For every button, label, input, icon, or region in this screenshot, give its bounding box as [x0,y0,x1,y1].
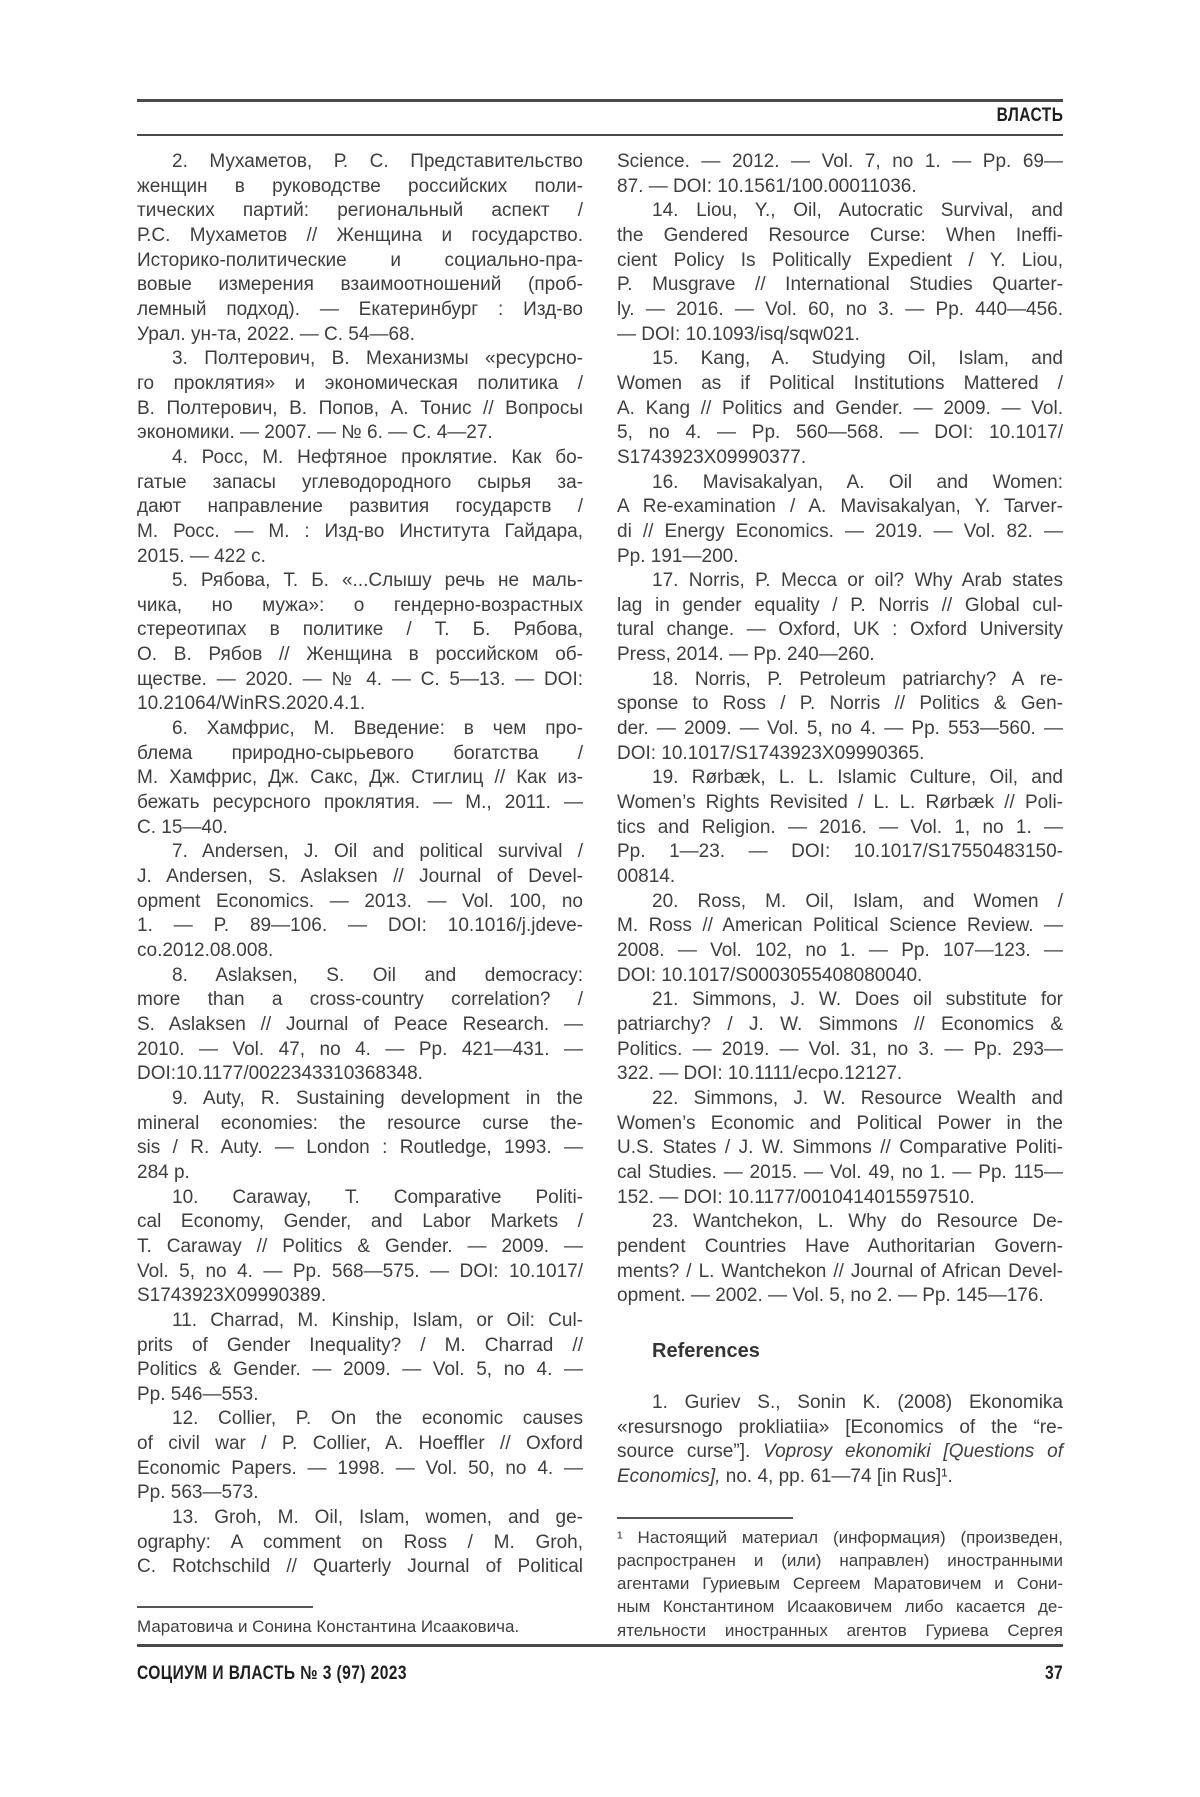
reference-item [137,1309,583,1408]
reference-item [137,964,583,1087]
italic-text: Economics], [617,1465,721,1487]
text-line: дают направление развития государств / [137,496,583,518]
reference-item [137,1186,583,1309]
text-line: prits of Gender Inequality? / M. Charrad // [137,1334,583,1356]
text-line: 15. Kang, A. Studying Oil, Islam, and [652,348,1063,370]
reference-item [617,569,1063,668]
reference-item [617,1087,1063,1210]
text-line: Pp. 563—573. [137,1482,259,1504]
text-line: di // Energy Economics. — 2019. — Vol. 82. — [617,520,1063,542]
text-line: ments? / L. Wantchekon // Journal of African Devel- [617,1260,1063,1282]
footnote [137,1606,583,1638]
text-line: T. Caraway // Politics & Gender. — 2009. — [137,1235,583,1257]
text-line: Pp. 546—553. [137,1383,259,1405]
text-line [617,1465,1063,1490]
text-line: ography: A comment on Ross / M. Groh, [137,1531,583,1553]
footer-rule [137,1644,1063,1647]
text-line: S1743923X09990389. [137,1285,327,1307]
footnote [617,1517,1063,1642]
reference-item [617,890,1063,989]
journal-title: СОЦИУМ И ВЛАСТЬ № 3 (97) 2023 [137,1663,407,1684]
text-line: 9. Auty, R. Sustaining development in the [172,1087,583,1109]
italic-text: Voprosy ekonomiki [Questions of [763,1441,1063,1463]
text-line: 3. Полтерович, В. Механизмы «ресурсно- [172,348,583,370]
text-line: 23. Wantchekon, L. Why do Resource De- [652,1211,1063,1233]
text-line: В. Полтерович, В. Попов, А. Тонис // Вопросы [137,397,583,419]
text-line: М. Росс. — М. : Изд-во Института Гайдара, [137,520,583,542]
text-line: patriarchy? / J. W. Simmons // Economics & [617,1013,1063,1035]
footnote-separator [137,1606,313,1608]
text-line: S. Aslaksen // Journal of Peace Research. — [137,1013,583,1035]
text-line: стереотипах в политике / Т. Б. Рябова, [137,619,583,641]
running-head: ВЛАСТЬ [996,105,1063,126]
text-line: 2008. — Vol. 102, no 1. — Pp. 107—123. — [617,940,1063,961]
text-segment: source curse”]. [617,1441,764,1463]
text-line: 00814. [617,866,676,888]
reference-item [617,1391,1063,1490]
text-line: 2015. — 422 с. [137,545,266,567]
text-line: A Re-examination / A. Mavisakalyan, Y. Tarver- [617,496,1063,518]
reference-item [137,446,583,569]
text-line: лемный подход). — Екатеринбург : Изд-во [137,298,583,320]
text-line: P. Musgrave // International Studies Quarter- [617,274,1063,296]
text-line: М. Хамфрис, Дж. Сакс, Дж. Стиглиц // Как из- [137,767,583,789]
text-line: ным Константином Исааковичем либо касается де- [617,1597,1063,1617]
reference-item [617,150,1063,199]
text-line: «resursnogo prokliatiia» [Economics of the “re- [617,1416,1063,1438]
text-line: 5, no 4. — Pp. 560—568. — DOI: 10.1017/ [617,422,1063,444]
text-line: экономики. — 2007. — № 6. — С. 4—27. [137,422,493,444]
left-column [137,150,583,1647]
text-line: 6. Хамфрис, М. Введение: в чем про- [172,718,583,740]
text-line: 7. Andersen, J. Oil and political survival / [172,841,583,863]
text-line: 10.21064/WinRS.2020.4.1. [137,693,366,715]
text-line: 18. Norris, P. Petroleum patriarchy? A re- [652,668,1063,690]
text-line: женщин в руководстве российских поли- [137,175,583,197]
text-line: the Gendered Resource Curse: When Ineffi- [617,224,1063,246]
text-line: блема природно-сырьевого богатства / [137,742,583,764]
text-line: ществе. — 2020. — № 4. — С. 5—13. — DOI: [137,668,583,690]
text-line: tural change. — Oxford, UK : Oxford University [617,619,1063,641]
text-line: Pp. 1—23. — DOI: 10.1017/S17550483150- [617,841,1063,863]
page-footer [137,1663,1063,1685]
text-line: го проклятия» и экономическая политика / [137,372,583,394]
text-line: Women as if Political Institutions Mattered / [617,372,1063,394]
text-line: pendent Countries Have Authoritarian Govern- [617,1235,1063,1257]
text-line: tics and Religion. — 2016. — Vol. 1, no 1. — [617,816,1063,838]
text-line: C. Rotchschild // Quarterly Journal of Political [137,1556,583,1578]
text-line: Politics & Gender. — 2009. — Vol. 5, no 4. — [137,1359,583,1381]
text-line: 152. — DOI: 10.1177/0010414015597510. [617,1186,975,1208]
text-line: чика, но мужа»: о гендерно-возрастных [137,594,583,616]
text-line: гатые запасы углеводородного сырья за- [137,471,583,493]
text-line: 22. Simmons, J. W. Resource Wealth and [652,1087,1063,1109]
text-line: 12. Collier, P. On the economic causes [172,1408,583,1430]
text-line: DOI:10.1177/0022343310368348. [137,1063,423,1085]
text-line: Pp. 191—200. [617,545,739,567]
text-line: ятельности иностранных агентов Гуриева Сергея [617,1620,1063,1640]
text-line: 2. Мухаметов, Р. С. Представительство [172,151,583,172]
text-line: распространен и (или) направлен) иностранными [617,1550,1063,1570]
text-line: Урал. ун-та, 2022. — С. 54—68. [137,323,415,345]
text-line: 284 p. [137,1161,190,1183]
text-line: 8. Aslaksen, S. Oil and democracy: [172,964,583,986]
text-line: 11. Charrad, M. Kinship, Islam, or Oil: Cul- [172,1309,583,1331]
text-line: 1. — P. 89—106. — DOI: 10.1016/j.jdeve- [137,915,583,937]
text-line: С. 15—40. [137,816,228,838]
text-line [617,1440,1063,1465]
text-line: co.2012.08.008. [137,940,274,961]
reference-item [137,840,583,963]
reference-item [617,668,1063,767]
text-line: 322. — DOI: 10.1111/ecpo.12127. [617,1063,903,1085]
text-line: — DOI: 10.1093/isq/sqw021. [617,323,860,345]
footnote-separator [617,1517,793,1519]
text-line: sponse to Ross / P. Norris // Politics & Gen- [617,693,1063,715]
text-line: 10. Caraway, T. Comparative Politi- [172,1186,583,1208]
text-line: 4. Росс, М. Нефтяное проклятие. Как бо- [172,446,583,468]
text-line: вовые измерения взаимоотношений (проб- [137,274,583,296]
text-line: M. Ross // American Political Science Review. — [617,915,1063,937]
right-column [617,150,1063,1647]
reference-item [137,347,583,446]
text-line: Историко-политические и социально-пра- [137,249,583,271]
text-line: Politics. — 2019. — Vol. 31, no 3. — Pp. 293— [617,1038,1063,1060]
text-line: 87. — DOI: 10.1561/100.00011036. [617,175,917,197]
reference-item [617,988,1063,1087]
reference-item [137,1087,583,1186]
text-line: cient Policy Is Politically Expedient / Y. Liou, [617,249,1063,271]
text-line: U.S. States / J. W. Simmons // Comparative Politi- [617,1137,1063,1159]
text-line: 5. Рябова, Т. Б. «...Слышу речь не маль- [172,570,583,592]
header-rule-top [137,99,1063,102]
text-line: Press, 2014. — Pp. 240—260. [617,644,875,666]
text-line: Women’s Economic and Political Power in the [617,1112,1063,1134]
text-line: Р.С. Мухаметов // Женщина и государство. [137,224,583,246]
text-line: S1743923X09990377. [617,446,807,468]
reference-item [617,471,1063,570]
page-number: 37 [1044,1663,1063,1684]
text-line: Science. — 2012. — Vol. 7, no 1. — Pp. 69— [617,151,1063,172]
text-line: opment. — 2002. — Vol. 5, no 2. — Pp. 145—176. [617,1285,1044,1307]
text-line: opment Economics. — 2013. — Vol. 100, no [137,890,583,912]
reference-item [617,347,1063,470]
text-line: of civil war / P. Collier, A. Hoeffler // Oxford [137,1433,583,1455]
reference-item [137,150,583,347]
text-line: A. Kang // Politics and Gender. — 2009. — Vol. [617,397,1063,419]
reference-item [617,199,1063,347]
text-line: mineral economies: the resource curse the- [137,1112,583,1134]
reference-item [137,569,583,717]
text-line: lag in gender equality / P. Norris // Global cul- [617,594,1063,616]
reference-item [137,1407,583,1506]
text-line: cal Economy, Gender, and Labor Markets / [137,1211,583,1233]
text-line: 16. Mavisakalyan, A. Oil and Women: [652,471,1063,493]
text-line: DOI: 10.1017/S0003055408080040. [617,964,923,986]
text-line: sis / R. Auty. — London : Routledge, 1993. — [137,1137,583,1159]
text-line: ¹ Настоящий материал (информация) (произведен, [617,1527,1063,1547]
text-line: Маратовича и Сонина Константина Исааковича. [137,1616,520,1636]
reference-item [137,1506,583,1580]
text-line: Vol. 5, no 4. — Pp. 568—575. — DOI: 10.1017/ [137,1260,583,1282]
reference-item [617,1210,1063,1309]
text-line: 13. Groh, M. Oil, Islam, women, and ge- [172,1507,583,1529]
reference-item [617,766,1063,889]
header-rule-bottom [137,134,1063,136]
text-line: 21. Simmons, J. W. Does oil substitute for [652,989,1063,1011]
text-line: Economic Papers. — 1998. — Vol. 50, no 4. — [137,1457,583,1479]
text-line: 2010. — Vol. 47, no 4. — Pp. 421—431. — [137,1038,583,1060]
text-line: бежать ресурсного проклятия. — М., 2011. — [137,792,583,814]
text-line: 20. Ross, M. Oil, Islam, and Women / [652,890,1063,912]
text-line: J. Andersen, S. Aslaksen // Journal of Devel- [137,866,583,888]
text-line: О. В. Рябов // Женщина в российском об- [137,644,583,666]
references-heading: References [652,1339,760,1362]
text-line: Women’s Rights Revisited / L. L. Rørbæk // Poli- [617,792,1063,814]
text-line: more than a cross-country correlation? / [137,989,583,1011]
reference-item [137,717,583,840]
text-line: 17. Norris, P. Mecca or oil? Why Arab states [652,570,1063,592]
page-header [137,105,1063,127]
text-line: 19. Rørbæk, L. L. Islamic Culture, Oil, and [652,767,1063,789]
text-line: ly. — 2016. — Vol. 60, no 3. — Pp. 440—456. [617,298,1063,320]
text-line: 1. Guriev S., Sonin K. (2008) Ekonomika [652,1391,1063,1413]
text-line: тических партий: региональный аспект / [137,200,583,222]
text-line: 14. Liou, Y., Oil, Autocratic Survival, and [652,200,1063,222]
text-line: DOI: 10.1017/S1743923X09990365. [617,742,925,764]
text-line: der. — 2009. — Vol. 5, no 4. — Pp. 553—560. — [617,718,1063,740]
text-segment: no. 4, pp. 61—74 [in Rus]¹. [720,1465,953,1487]
text-line: cal Studies. — 2015. — Vol. 49, no 1. — Pp. 115— [617,1161,1063,1183]
text-line: агентами Гуриевым Сергеем Маратовичем и Сони- [617,1574,1063,1594]
